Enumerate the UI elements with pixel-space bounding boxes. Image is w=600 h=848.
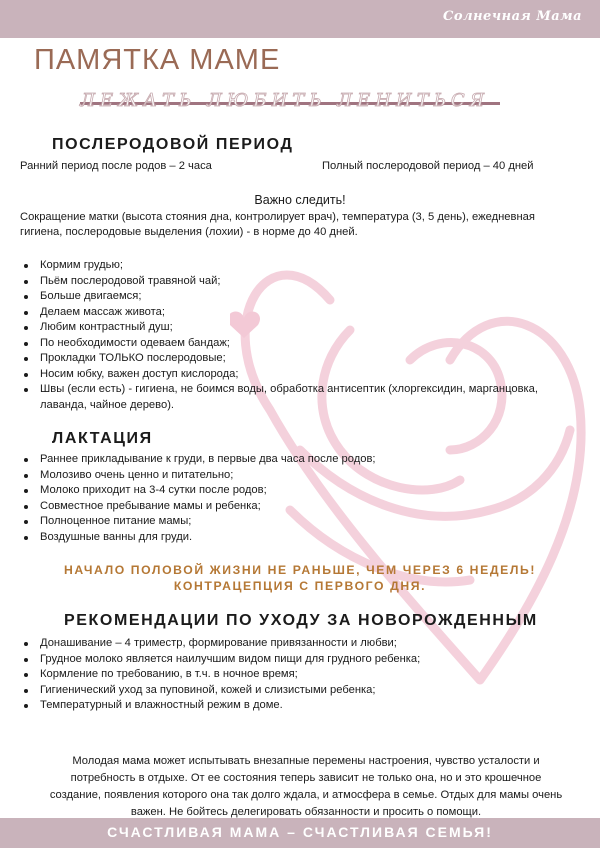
list-item: Швы (если есть) - гигиена, не боимся воды, обработка антисептик (хлоргексидин, марганцовка, лаванда, чайное дерево). bbox=[20, 382, 540, 413]
postpartum-heading: ПОСЛЕРОДОВОЙ ПЕРИОД bbox=[52, 136, 294, 153]
footer-bar bbox=[0, 818, 600, 848]
list-item: Пьём послеродовой травяной чай; bbox=[20, 274, 540, 290]
postpartum-list bbox=[20, 258, 540, 413]
closing-paragraph: Молодая мама может испытывать внезапные перемены настроения, чувство усталости и потребность в отдыхе. От ее состояния теперь зависит не только она, но и это крошечное создание, появления которого она так долго ждала, и атмосфера в семье. Отдых для мамы очень важен. Не бойтесь делегировать обязанности и просить о помощи. bbox=[49, 755, 563, 819]
list-item: Носим юбку, важен доступ кислорода; bbox=[20, 367, 540, 383]
list-item: Прокладки ТОЛЬКО послеродовые; bbox=[20, 351, 540, 367]
slogan: ЛЕЖАТЬ ЛЮБИТЬ ЛЕНИТЬСЯ bbox=[80, 90, 490, 111]
notice-line-1: НАЧАЛО ПОЛОВОЙ ЖИЗНИ НЕ РАНЬШЕ, ЧЕМ ЧЕРЕЗ 6 НЕДЕЛЬ! bbox=[63, 563, 536, 577]
list-item: Любим контрастный душ; bbox=[20, 320, 540, 336]
list-item: Воздушные ванны для груди. bbox=[20, 530, 540, 546]
watch-title: Важно следить! bbox=[254, 193, 346, 207]
list-item: Раннее прикладывание к груди, в первые два часа после родов; bbox=[20, 452, 540, 468]
page-title: ПАМЯТКА МАМЕ bbox=[34, 44, 281, 76]
list-item: Больше двигаемся; bbox=[20, 289, 540, 305]
list-item: Грудное молоко является наилучшим видом пищи для грудного ребенка; bbox=[20, 652, 540, 668]
list-item: Молозиво очень ценно и питательно; bbox=[20, 468, 540, 484]
header-bar bbox=[0, 0, 600, 38]
list-item: Кормим грудью; bbox=[20, 258, 540, 274]
footer-slogan: СЧАСТЛИВАЯ МАМА – СЧАСТЛИВАЯ СЕМЬЯ! bbox=[107, 824, 493, 840]
brand-logo: Солнечная Мама bbox=[443, 9, 582, 24]
newborn-list bbox=[20, 636, 540, 714]
list-item: Молоко приходит на 3-4 сутки после родов; bbox=[20, 483, 540, 499]
lactation-list bbox=[20, 452, 540, 545]
list-item: Полноценное питание мамы; bbox=[20, 514, 540, 530]
list-item: Температурный и влажностный режим в доме. bbox=[20, 698, 540, 714]
early-period-text: Ранний период после родов – 2 часа bbox=[20, 160, 212, 172]
newborn-heading: РЕКОМЕНДАЦИИ ПО УХОДУ ЗА НОВОРОЖДЕННЫМ bbox=[64, 612, 538, 629]
list-item: Делаем массаж живота; bbox=[20, 305, 540, 321]
watch-text: Сокращение матки (высота стояния дна, контролирует врач), температура (3, 5 день), ежедневная гигиена, послеродовые выделения (лохии) - в норме до 40 дней. bbox=[20, 211, 535, 238]
list-item: По необходимости одеваем бандаж; bbox=[20, 336, 540, 352]
list-item: Совместное пребывание мамы и ребенка; bbox=[20, 499, 540, 515]
notice-banner bbox=[60, 562, 540, 594]
list-item: Гигиенический уход за пуповиной, кожей и слизистыми ребенка; bbox=[20, 683, 540, 699]
list-item: Донашивание – 4 триместр, формирование привязанности и любви; bbox=[20, 636, 540, 652]
notice-line-2: КОНТРАЦЕПЦИЯ С ПЕРВОГО ДНЯ. bbox=[173, 579, 427, 593]
list-item: Кормление по требованию, в т.ч. в ночное время; bbox=[20, 667, 540, 683]
lactation-heading: ЛАКТАЦИЯ bbox=[52, 430, 153, 447]
full-period-text: Полный послеродовой период – 40 дней bbox=[322, 160, 534, 172]
